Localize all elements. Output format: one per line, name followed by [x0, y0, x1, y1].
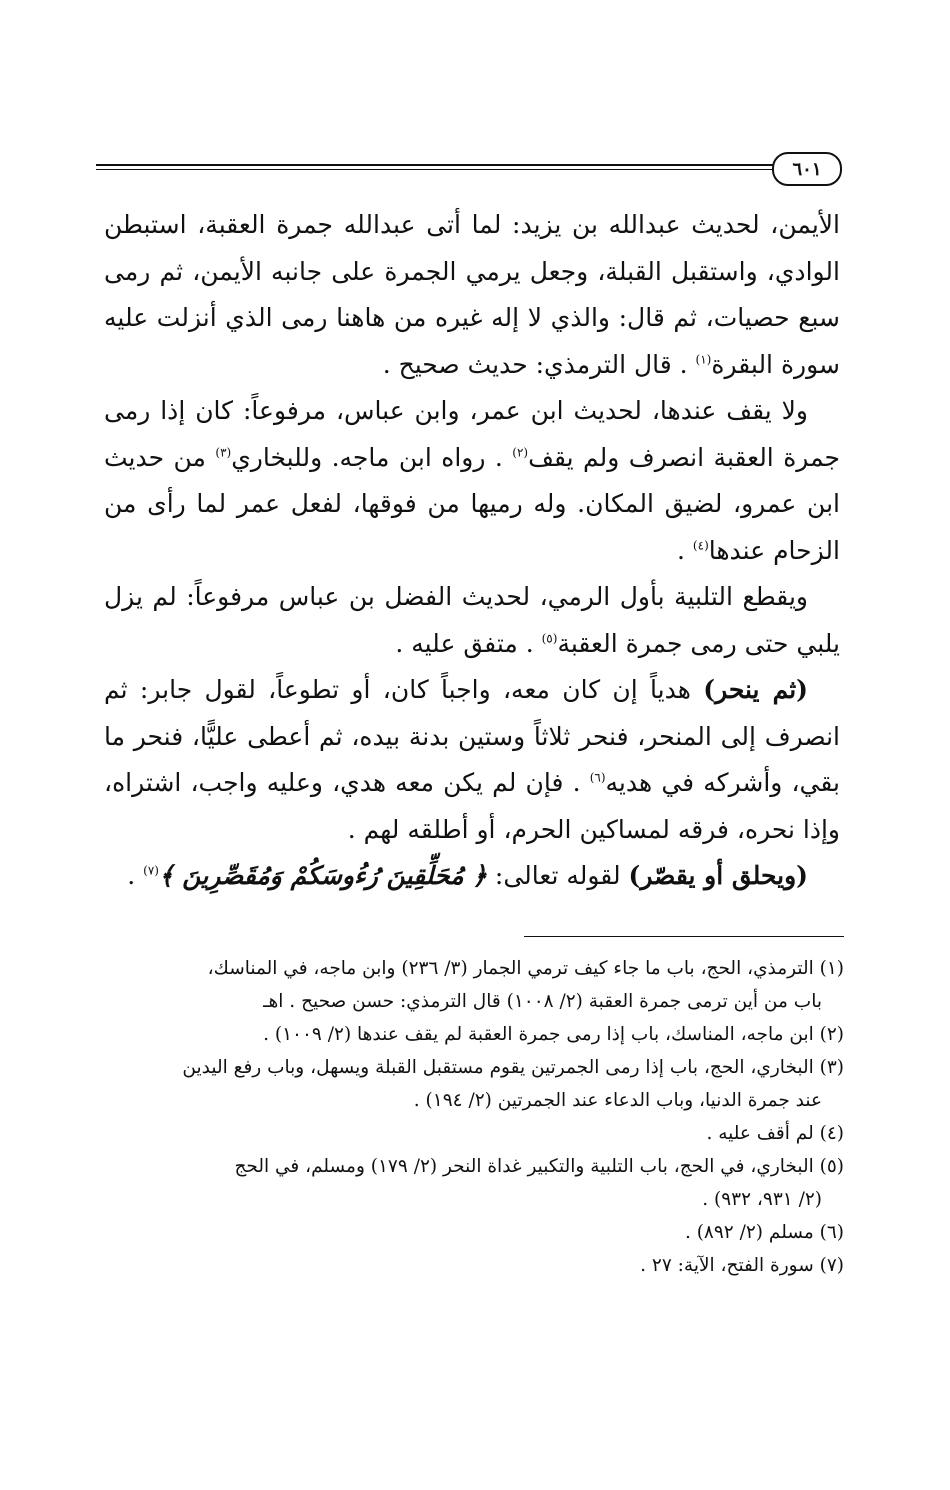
footnote-ref: (٥) — [541, 631, 558, 646]
footnote-separator — [524, 936, 844, 937]
paragraph — [104, 574, 840, 667]
page-number: ٦٠١ — [772, 152, 842, 186]
sharh-text: ويقطع التلبية بأول الرمي، لحديث الفضل بن عباس مرفوعاً: لم يزل يلبي حتى رمى جمرة العقبة — [104, 582, 840, 658]
sharh-text: . متفق عليه . — [395, 628, 542, 658]
paragraph — [104, 667, 840, 853]
footnote: باب من أين ترمى جمرة العقبة (٢/ ١٠٠٨) قال الترمذي: حسن صحيح . اهـ — [263, 991, 822, 1012]
sharh-text: . رواه ابن ماجه. وللبخاري — [231, 442, 513, 472]
footnote: (٢/ ٩٣١، ٩٣٢) . — [702, 1189, 822, 1210]
footnote: عند جمرة الدنيا، وباب الدعاء عند الجمرتين (٢/ ١٩٤) . — [413, 1090, 822, 1111]
footnote: (٣) البخاري، الحج، باب إذا رمى الجمرتين يقوم مستقبل القبلة ويسهل، وباب رفع اليدين — [182, 1057, 844, 1078]
sharh-text: لقوله تعالى: — [486, 861, 629, 890]
footnote-ref: (٢) — [512, 445, 529, 460]
sharh-text: . فإن لم يكن معه هدي، وعليه واجب، اشتراه، وإذا نحره، فرقه لمساكين الحرم، أو أطلقه لهم . — [104, 768, 840, 844]
footnote-ref: (٦) — [589, 770, 606, 785]
footnote-ref: (٣) — [215, 445, 232, 460]
sharh-text: هدياً إن كان معه، واجباً كان، أو تطوعاً، لقول جابر: ثم انصرف إلى المنحر، فنحر ثلاثاً وستين بدنة بيده، ثم أعطى عليًّا، فنحر ما بقي، وأشركه في هديه — [104, 675, 841, 797]
sharh-text: . قال الترمذي: حديث صحيح . — [382, 349, 696, 379]
footnote: (٥) البخاري، في الحج، باب التلبية والتكبير غداة النحر (٢/ ١٧٩) ومسلم، في الحج — [234, 1156, 844, 1177]
footnote: (٧) سورة الفتح، الآية: ٢٧ . — [640, 1255, 844, 1276]
quran-verse: ﴿ مُحَلِّقِينَ رُءُوسَكُمْ وَمُقَصِّرِينَ ﴾ — [158, 861, 487, 890]
page-header — [96, 152, 842, 186]
header-rule — [96, 164, 782, 170]
sharh-text: الأيمن، لحديث عبدالله بن يزيد: لما أتى عبدالله جمرة العقبة، استبطن الوادي، واستقبل القبلة، وجعل يرمي الجمرة على جانبه الأيمن، ثم رمى سبع حصيات، ثم قال: والذي لا إله غيره من هاهنا رمى الذي أنزلت عليه سورة البقرة — [104, 210, 840, 379]
sharh-text: ولا يقف عندها، لحديث ابن عمر، وابن عباس، مرفوعاً: كان إذا رمى جمرة العقبة انصرف ولم يقف — [104, 396, 840, 472]
paragraph — [104, 388, 840, 574]
footnote-ref: (٤) — [692, 538, 709, 553]
footnote: (٢) ابن ماجه، المناسك، باب إذا رمى جمرة العقبة لم يقف عندها (٢/ ١٠٠٩) . — [263, 1024, 844, 1045]
footnote-ref: (٧) — [143, 863, 159, 878]
sharh-text: . — [127, 861, 144, 890]
footnote: (٦) مسلم (٢/ ٨٩٢) . — [684, 1222, 844, 1243]
footnote: (٤) لم أقف عليه . — [706, 1123, 844, 1144]
matn-text: (ثم ينحر) — [703, 675, 809, 704]
paragraph — [104, 853, 840, 900]
sharh-text: من حديث ابن عمرو، لضيق المكان. وله رميها من فوقها، لفعل عمر لما رأى من الزحام عندها — [104, 442, 840, 565]
matn-text: (ويحلق أو يقصّر) — [628, 861, 808, 890]
main-text — [104, 202, 840, 900]
paragraph — [104, 202, 840, 388]
footnotes — [92, 952, 844, 1282]
footnote-ref: (١) — [695, 352, 712, 367]
sharh-text: . — [677, 535, 693, 565]
footnote: (١) الترمذي، الحج، باب ما جاء كيف ترمي الجمار (٣/ ٢٣٦) وابن ماجه، في المناسك، — [207, 958, 844, 979]
